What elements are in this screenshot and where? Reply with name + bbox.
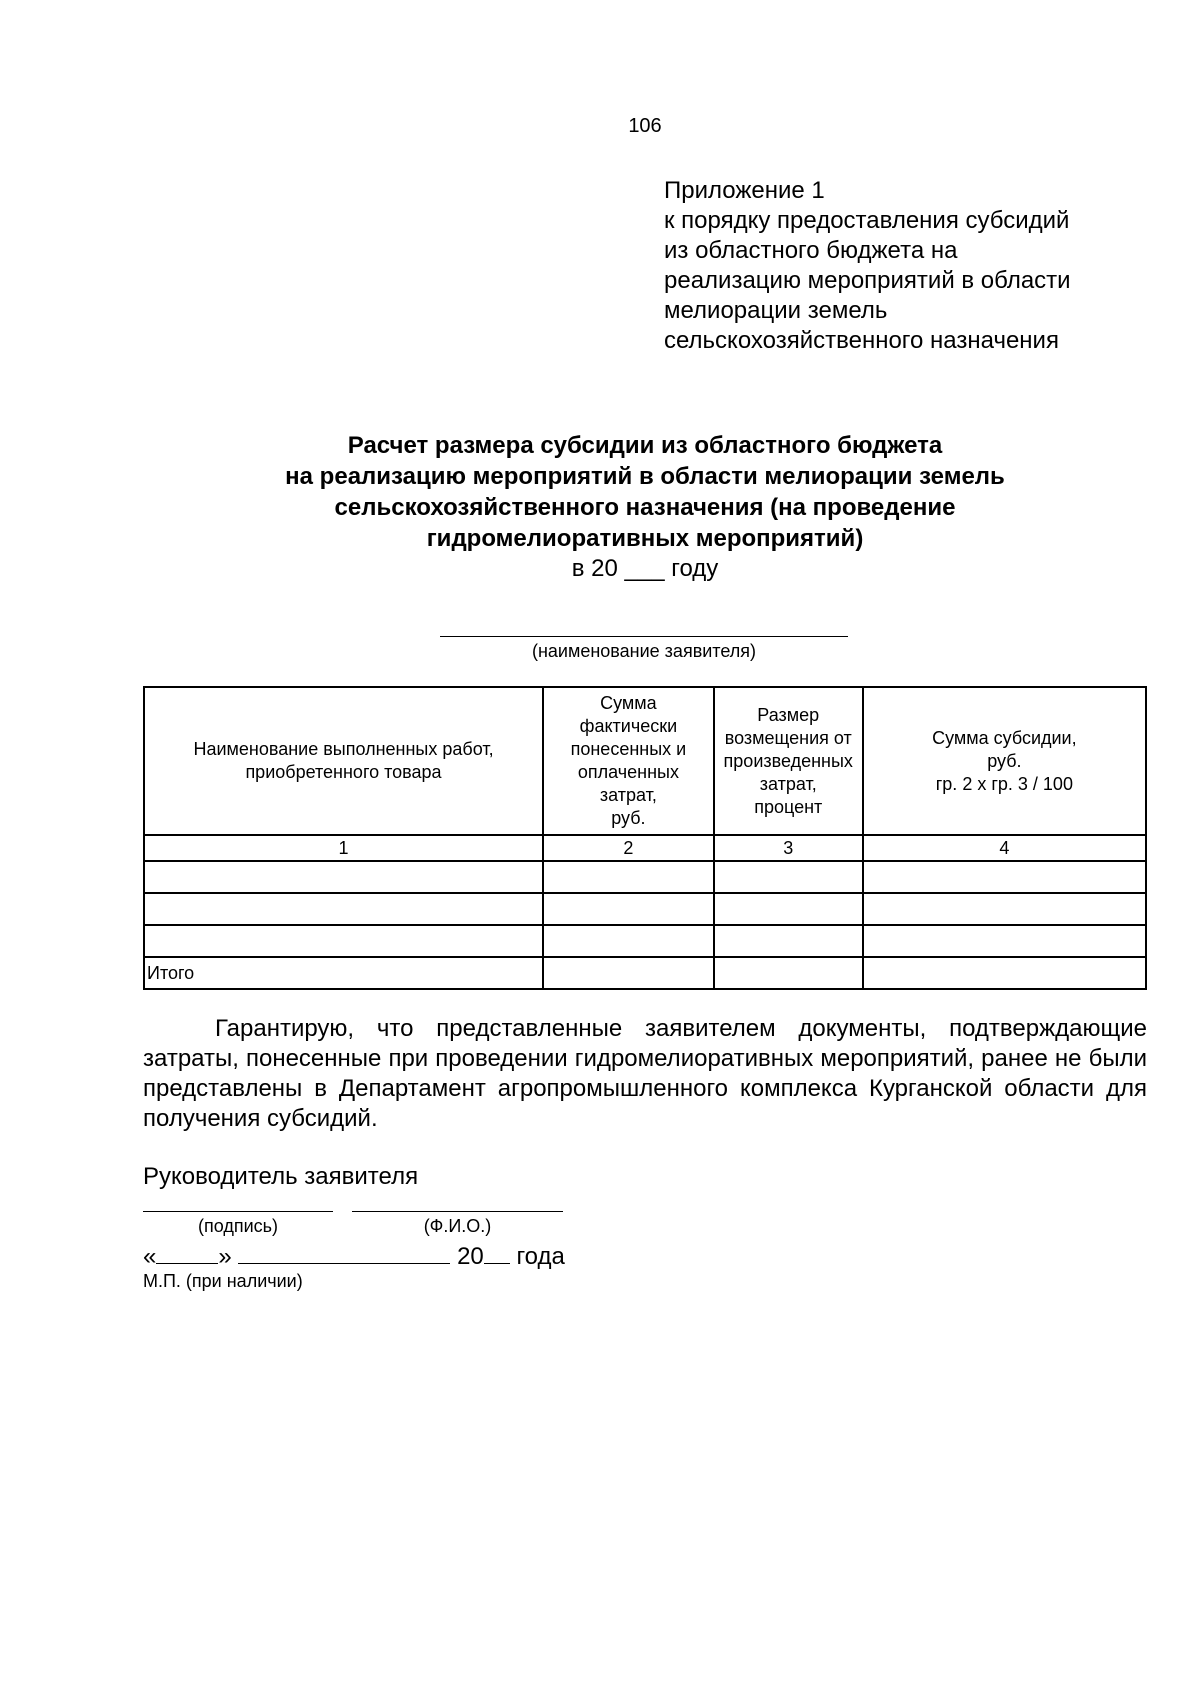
appendix-line: мелиорации земель	[664, 297, 888, 324]
title-line: сельскохозяйственного назначения (на проведение	[334, 494, 956, 521]
column-number: 2	[543, 835, 714, 861]
month-blank[interactable]	[238, 1241, 450, 1264]
table-cell[interactable]	[714, 893, 863, 925]
table-cell[interactable]	[543, 861, 714, 893]
total-row	[144, 957, 1146, 989]
appendix-line: Приложение 1	[664, 177, 825, 204]
appendix-line: реализацию мероприятий в области	[664, 267, 1071, 294]
table-cell[interactable]	[144, 925, 543, 957]
date-line	[143, 1241, 565, 1271]
applicant-caption: (наименование заявителя)	[531, 641, 757, 661]
header-reimbursement-percent: Размер возмещения от произведенных затрат, процент	[714, 687, 863, 835]
page-number: 106	[628, 115, 662, 137]
year-blank[interactable]	[484, 1241, 510, 1264]
table-cell[interactable]	[863, 861, 1146, 893]
signature-caption: (подпись)	[197, 1216, 279, 1236]
table-cell[interactable]	[714, 925, 863, 957]
guarantee-paragraph: Гарантирую, что представленные заявителем документы, подтверждающие затраты, понесенные при проведении гидромелиоративных мероприятий, ранее не были представлены в Департамент агропромышленного комплекса Курганской области для получения субсидий.	[143, 1015, 1147, 1132]
table-cell[interactable]	[863, 925, 1146, 957]
total-label: Итого	[144, 957, 543, 989]
year-prefix: 20	[457, 1243, 484, 1270]
table-cell[interactable]	[543, 925, 714, 957]
appendix-block	[664, 176, 1071, 356]
table-cell[interactable]	[543, 893, 714, 925]
document-title	[140, 430, 1150, 554]
header-actual-costs: Сумма фактически понесенных и оплаченных затрат, руб.	[543, 687, 714, 835]
table-row	[144, 861, 1146, 893]
table-header-row	[144, 687, 1146, 835]
full-name-line[interactable]	[352, 1211, 563, 1212]
table-cell[interactable]	[144, 861, 543, 893]
title-line: на реализацию мероприятий в области мелиорации земель	[285, 463, 1005, 490]
title-line: Расчет размера субсидии из областного бюджета	[347, 432, 943, 459]
table-cell[interactable]	[863, 957, 1146, 989]
year-suffix: года	[516, 1243, 565, 1270]
table-row	[144, 925, 1146, 957]
column-number: 3	[714, 835, 863, 861]
head-of-applicant-label: Руководитель заявителя	[143, 1163, 419, 1190]
appendix-line: к порядку предоставления субсидий	[664, 207, 1070, 234]
table-cell[interactable]	[144, 893, 543, 925]
column-number: 1	[144, 835, 543, 861]
day-blank[interactable]	[156, 1241, 218, 1264]
quote-close: »	[218, 1243, 232, 1270]
header-subsidy-amount: Сумма субсидии, руб. гр. 2 х гр. 3 / 100	[863, 687, 1146, 835]
table-row	[144, 893, 1146, 925]
title-line: гидромелиоративных мероприятий)	[426, 525, 864, 552]
seal-note: М.П. (при наличии)	[143, 1271, 303, 1291]
column-number: 4	[863, 835, 1146, 861]
signature-line[interactable]	[143, 1211, 333, 1212]
table-cell[interactable]	[714, 861, 863, 893]
table-cell[interactable]	[543, 957, 714, 989]
title-year-line: в 20 ___ году	[571, 555, 719, 582]
full-name-caption: (Ф.И.О.)	[423, 1216, 492, 1236]
quote-open: «	[143, 1243, 157, 1270]
applicant-name-line[interactable]	[440, 636, 848, 637]
table-cell[interactable]	[863, 893, 1146, 925]
table-cell[interactable]	[714, 957, 863, 989]
column-number-row	[144, 835, 1146, 861]
appendix-line: сельскохозяйственного назначения	[664, 327, 1059, 354]
header-work-name: Наименование выполненных работ, приобретенного товара	[144, 687, 543, 835]
subsidy-calculation-table	[143, 686, 1147, 990]
appendix-line: из областного бюджета на	[664, 237, 958, 264]
